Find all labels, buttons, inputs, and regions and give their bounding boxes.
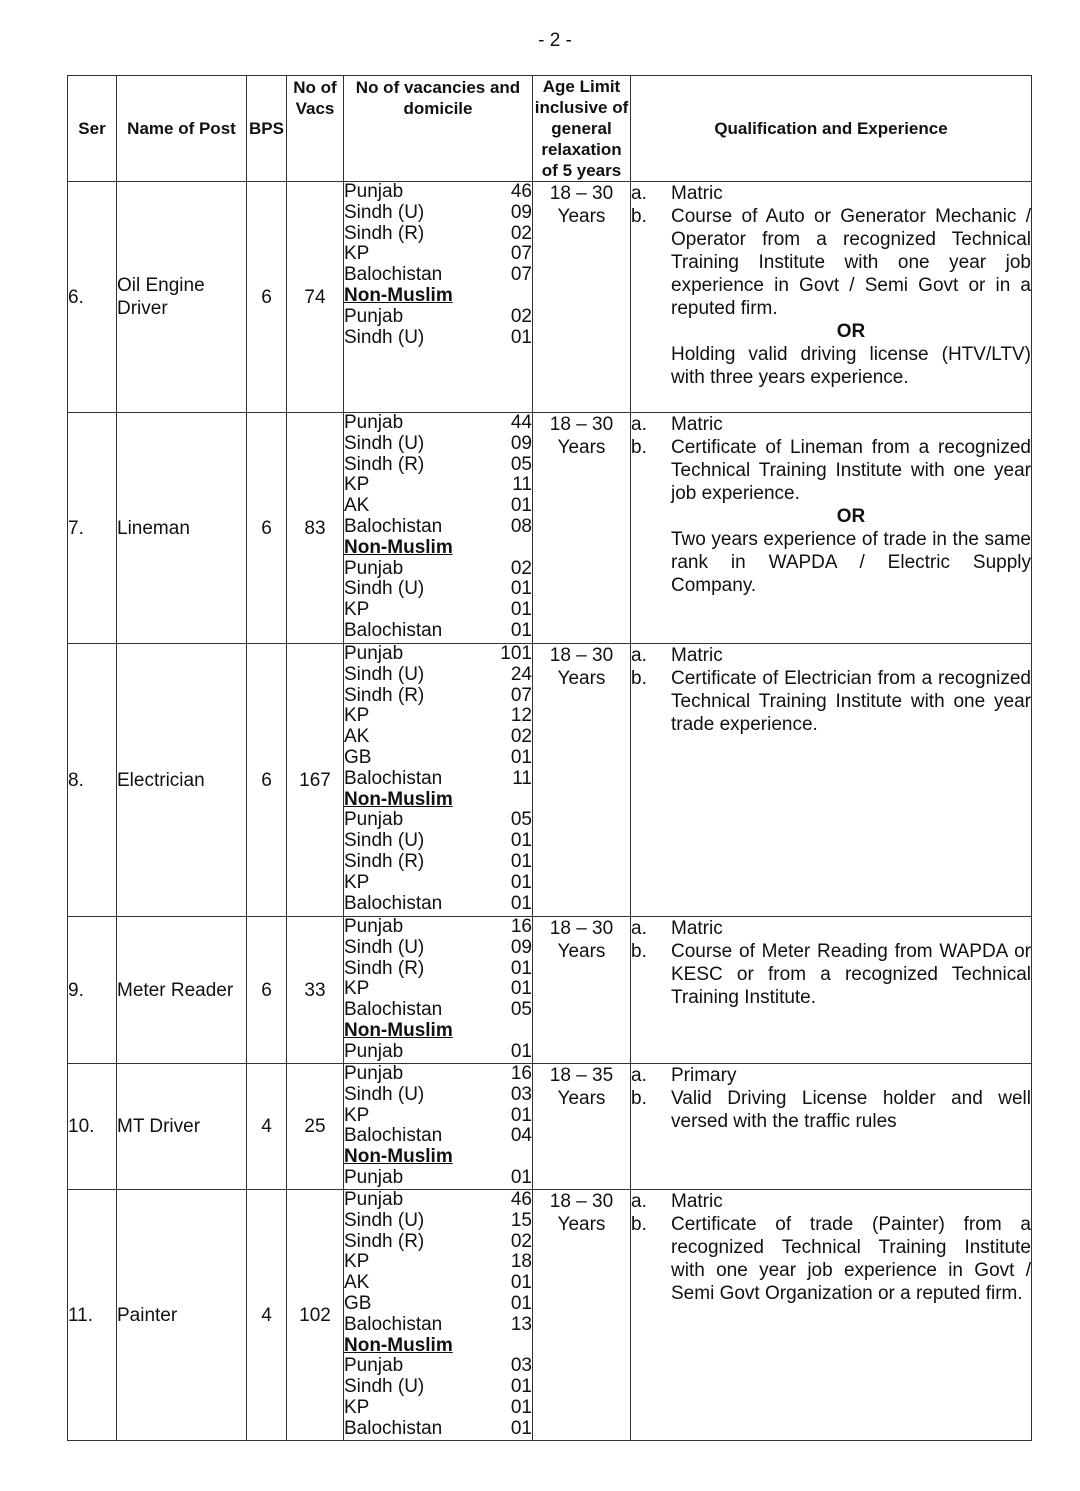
domicile-place: KP [344, 1104, 370, 1126]
domicile-count: 46 [510, 1189, 532, 1210]
domicile-line [344, 265, 532, 286]
domicile-count: 01 [510, 830, 532, 852]
domicile-count: 09 [510, 432, 532, 454]
domicile-count: 01 [510, 1417, 532, 1439]
domicile-line [344, 203, 532, 224]
domicile-line [344, 917, 532, 938]
domicile-count: 01 [510, 1166, 532, 1188]
domicile-place: Sindh (R) [344, 957, 425, 979]
domicile-count: 02 [510, 557, 532, 579]
domicile-line [344, 1000, 532, 1021]
domicile-place: Balochistan [344, 1417, 443, 1439]
domicile-count: 05 [510, 453, 532, 475]
domicile-line [344, 644, 532, 665]
domicile-line [344, 307, 532, 328]
qualification-cell [631, 1064, 1032, 1190]
domicile-place: Non-Muslim [344, 1146, 453, 1168]
domicile-cell [344, 182, 533, 413]
qualification-label: b. [631, 941, 647, 962]
ser-cell: 7. [68, 413, 117, 644]
header-age-limit: Age Limit inclusive of general relaxation of 5 years [533, 76, 631, 182]
vacs-cell: 83 [287, 413, 344, 644]
ser-cell: 10. [68, 1064, 117, 1190]
domicile-line [344, 852, 532, 873]
domicile-line [344, 328, 532, 349]
bps-cell: 6 [247, 644, 287, 917]
domicile-count: 02 [510, 726, 532, 748]
domicile-count: 07 [510, 264, 532, 286]
domicile-line [344, 455, 532, 476]
domicile-line [344, 244, 532, 265]
qualification-cell [631, 413, 1032, 644]
domicile-place: KP [344, 705, 370, 727]
bps-cell: 4 [247, 1190, 287, 1441]
domicile-line [344, 1211, 532, 1232]
qualification-label: a. [631, 414, 647, 435]
domicile-place: Punjab [344, 1063, 404, 1084]
domicile-line [344, 413, 532, 434]
header-no-of-vacs: No of Vacs [287, 76, 344, 182]
domicile-count: 12 [510, 705, 532, 727]
domicile-place: Sindh (R) [344, 453, 425, 475]
domicile-count: 01 [510, 871, 532, 893]
domicile-line [344, 621, 532, 642]
qualification-item [631, 1087, 1031, 1133]
domicile-count: 05 [510, 999, 532, 1021]
domicile-place: KP [344, 1396, 370, 1418]
domicile-line [344, 1273, 532, 1294]
domicile-count: 46 [510, 181, 532, 202]
domicile-place: Punjab [344, 305, 404, 327]
domicile-place: Sindh (U) [344, 663, 425, 685]
domicile-count: 03 [510, 1355, 532, 1377]
bps-cell: 6 [247, 917, 287, 1064]
domicile-count: 101 [500, 643, 532, 664]
domicile-line [344, 790, 532, 811]
domicile-line [344, 1126, 532, 1147]
domicile-line [344, 938, 532, 959]
domicile-count: 01 [510, 746, 532, 768]
domicile-place: Punjab [344, 557, 404, 579]
qualification-item [631, 917, 1031, 940]
domicile-count: 01 [510, 495, 532, 517]
domicile-place: Punjab [344, 181, 404, 202]
domicile-line [344, 1252, 532, 1273]
domicile-line [344, 1085, 532, 1106]
qualification-item [631, 205, 1031, 320]
qualification-text: Matric [671, 183, 723, 204]
domicile-count: 01 [510, 578, 532, 600]
domicile-place: Balochistan [344, 999, 443, 1021]
vacs-cell: 33 [287, 917, 344, 1064]
qualification-label: b. [631, 206, 647, 227]
post-name-cell: Meter Reader [117, 917, 247, 1064]
qualification-item [631, 528, 1031, 597]
domicile-cell [344, 917, 533, 1064]
page-number: - 2 - [538, 30, 572, 51]
domicile-count: 01 [510, 326, 532, 348]
domicile-place: Non-Muslim [344, 536, 453, 558]
header-row [68, 76, 1032, 182]
domicile-line [344, 1064, 532, 1085]
domicile-place: KP [344, 243, 370, 265]
domicile-line [344, 1356, 532, 1377]
qualification-label: b. [631, 668, 647, 689]
vacs-cell: 167 [287, 644, 344, 917]
qualification-label: b. [631, 1088, 647, 1109]
qualification-item [631, 940, 1031, 1009]
qualification-item [631, 1064, 1031, 1087]
domicile-place: Non-Muslim [344, 1019, 453, 1041]
domicile-count: 01 [510, 1104, 532, 1126]
domicile-line [344, 224, 532, 245]
vacancy-table [67, 75, 1032, 1441]
domicile-count: 13 [510, 1313, 532, 1335]
domicile-place: Balochistan [344, 619, 443, 641]
domicile-place: Punjab [344, 1040, 404, 1062]
qualification-cell [631, 644, 1032, 917]
vacs-cell: 74 [287, 182, 344, 413]
qualification-text: Matric [671, 1191, 723, 1212]
domicile-place: KP [344, 978, 370, 1000]
vacs-cell: 25 [287, 1064, 344, 1190]
domicile-line [344, 1336, 532, 1357]
domicile-cell [344, 1190, 533, 1441]
domicile-place: Sindh (U) [344, 1209, 425, 1231]
table-row [68, 1190, 1032, 1441]
qualification-item [631, 1190, 1031, 1213]
qualification-item [631, 343, 1031, 389]
domicile-count: 09 [510, 936, 532, 958]
domicile-place: Balochistan [344, 515, 443, 537]
qualification-cell [631, 917, 1032, 1064]
domicile-cell [344, 413, 533, 644]
domicile-place: Sindh (U) [344, 1376, 425, 1398]
domicile-line [344, 286, 532, 307]
age-limit-cell: 18 – 35 Years [533, 1064, 631, 1190]
qualification-text: Primary [671, 1065, 737, 1086]
or-separator: OR [836, 321, 866, 342]
qualification-item [631, 436, 1031, 505]
domicile-line [344, 686, 532, 707]
table-row [68, 1064, 1032, 1190]
age-limit-cell: 18 – 30 Years [533, 917, 631, 1064]
qualification-label: b. [631, 437, 647, 458]
or-separator: OR [836, 506, 866, 527]
domicile-place: Balochistan [344, 767, 443, 789]
domicile-count: 01 [510, 1292, 532, 1314]
domicile-line [344, 1042, 532, 1063]
domicile-line [344, 1168, 532, 1189]
qualification-label [631, 343, 671, 389]
qualification-label: b. [631, 1214, 647, 1235]
qualification-text: Certificate of Electrician from a recognized Technical Training Institute with one year trade experience. [671, 668, 1031, 735]
domicile-line [344, 579, 532, 600]
domicile-line [344, 894, 532, 915]
domicile-line [344, 1398, 532, 1419]
domicile-place: Sindh (U) [344, 432, 425, 454]
qualification-text: Valid Driving License holder and well versed with the traffic rules [671, 1088, 1031, 1132]
domicile-line [344, 600, 532, 621]
domicile-place: GB [344, 746, 372, 768]
domicile-place: Sindh (U) [344, 578, 425, 600]
domicile-count: 07 [510, 684, 532, 706]
domicile-place: Punjab [344, 809, 404, 831]
domicile-line [344, 1147, 532, 1168]
header-qualification: Qualification and Experience [631, 76, 1032, 182]
domicile-count: 02 [510, 1230, 532, 1252]
qualification-label: a. [631, 645, 647, 666]
domicile-line [344, 1377, 532, 1398]
qualification-item [631, 1213, 1031, 1305]
qualification-label: a. [631, 918, 647, 939]
domicile-line [344, 182, 532, 203]
domicile-place: Sindh (U) [344, 1083, 425, 1105]
table-row [68, 644, 1032, 917]
post-name-cell: Lineman [117, 413, 247, 644]
post-name-cell: Oil Engine Driver [117, 182, 247, 413]
bps-cell: 4 [247, 1064, 287, 1190]
domicile-count: 01 [510, 978, 532, 1000]
domicile-place: Punjab [344, 1166, 404, 1188]
domicile-place: Sindh (U) [344, 830, 425, 852]
domicile-line [344, 873, 532, 894]
qualification-text: Matric [671, 414, 723, 435]
domicile-place: Punjab [344, 412, 404, 433]
domicile-place: Non-Muslim [344, 788, 453, 810]
domicile-place: Sindh (U) [344, 326, 425, 348]
qualification-label: a. [631, 1065, 647, 1086]
domicile-place: Balochistan [344, 264, 443, 286]
domicile-count: 16 [510, 1063, 532, 1084]
domicile-place: Punjab [344, 1355, 404, 1377]
header-vacancies-domicile: No of vacancies and domicile [344, 76, 533, 182]
domicile-line [344, 1419, 532, 1440]
domicile-line [344, 496, 532, 517]
domicile-place: Balochistan [344, 1313, 443, 1335]
qualification-text: Course of Auto or Generator Mechanic / Operator from a recognized Technical Training Institute with one year job experience in Govt / Semi Govt or in a reputed firm. [671, 206, 1031, 319]
header-ser: Ser [68, 76, 117, 182]
domicile-place: Sindh (U) [344, 936, 425, 958]
domicile-place: GB [344, 1292, 372, 1314]
domicile-line [344, 517, 532, 538]
domicile-place: AK [344, 1272, 370, 1294]
domicile-line [344, 831, 532, 852]
domicile-line [344, 1190, 532, 1211]
domicile-place: Non-Muslim [344, 1334, 453, 1356]
domicile-line [344, 748, 532, 769]
domicile-line [344, 727, 532, 748]
table-body [68, 182, 1032, 1441]
domicile-count: 05 [510, 809, 532, 831]
domicile-count: 01 [510, 619, 532, 641]
table-row [68, 917, 1032, 1064]
domicile-place: Sindh (U) [344, 201, 425, 223]
domicile-count: 11 [512, 474, 532, 496]
domicile-count: 01 [510, 957, 532, 979]
domicile-line [344, 979, 532, 1000]
header-name-of-post: Name of Post [117, 76, 247, 182]
qualification-label [631, 528, 671, 597]
domicile-place: Punjab [344, 1189, 404, 1210]
domicile-place: KP [344, 1251, 370, 1273]
domicile-count: 01 [510, 1376, 532, 1398]
domicile-line [344, 475, 532, 496]
domicile-place: AK [344, 726, 370, 748]
qualification-text: Certificate of trade (Painter) from a recognized Technical Training Institute with one year job experience in Govt / Semi Govt Organization or a reputed firm. [671, 1214, 1031, 1304]
domicile-line [344, 1021, 532, 1042]
age-limit-cell: 18 – 30 Years [533, 1190, 631, 1441]
domicile-place: Sindh (R) [344, 222, 425, 244]
post-name-cell: Electrician [117, 644, 247, 917]
age-limit-cell: 18 – 30 Years [533, 413, 631, 644]
post-name-cell: Painter [117, 1190, 247, 1441]
domicile-line [344, 1315, 532, 1336]
domicile-line [344, 1232, 532, 1253]
domicile-line [344, 665, 532, 686]
ser-cell: 9. [68, 917, 117, 1064]
domicile-count: 02 [510, 305, 532, 327]
domicile-count: 11 [512, 767, 532, 789]
qualification-item [631, 667, 1031, 736]
domicile-count: 16 [510, 916, 532, 937]
qualification-text: Matric [671, 645, 723, 666]
table-row [68, 413, 1032, 644]
bps-cell: 6 [247, 413, 287, 644]
qualification-item [631, 413, 1031, 436]
qualification-text: Two years experience of trade in the same rank in WAPDA / Electric Supply Company. [671, 529, 1031, 596]
domicile-line [344, 959, 532, 980]
domicile-place: KP [344, 474, 370, 496]
domicile-count: 08 [510, 515, 532, 537]
domicile-count: 44 [510, 412, 532, 433]
qualification-cell [631, 1190, 1032, 1441]
domicile-count: 15 [510, 1209, 532, 1231]
domicile-place: Balochistan [344, 892, 443, 914]
domicile-count: 01 [510, 1396, 532, 1418]
age-limit-cell: 18 – 30 Years [533, 182, 631, 413]
domicile-count: 03 [510, 1083, 532, 1105]
header-bps: BPS [247, 76, 287, 182]
domicile-place: Balochistan [344, 1125, 443, 1147]
domicile-place: Sindh (R) [344, 850, 425, 872]
qualification-label: a. [631, 183, 647, 204]
domicile-count: 01 [510, 1272, 532, 1294]
domicile-count: 01 [510, 892, 532, 914]
domicile-count: 01 [510, 850, 532, 872]
ser-cell: 6. [68, 182, 117, 413]
domicile-count: 09 [510, 201, 532, 223]
age-limit-cell: 18 – 30 Years [533, 644, 631, 917]
domicile-cell [344, 1064, 533, 1190]
qualification-text: Matric [671, 918, 723, 939]
qualification-label: a. [631, 1191, 647, 1212]
domicile-line [344, 769, 532, 790]
ser-cell: 8. [68, 644, 117, 917]
qualification-item [631, 644, 1031, 667]
domicile-line [344, 434, 532, 455]
domicile-place: Non-Muslim [344, 284, 453, 306]
domicile-cell [344, 644, 533, 917]
qualification-text: Course of Meter Reading from WAPDA or KESC or from a recognized Technical Training Institute. [671, 941, 1031, 1008]
table-row [68, 182, 1032, 413]
bps-cell: 6 [247, 182, 287, 413]
domicile-place: AK [344, 495, 370, 517]
domicile-place: Punjab [344, 643, 404, 664]
qualification-item [631, 182, 1031, 205]
domicile-line [344, 538, 532, 559]
domicile-place: Sindh (R) [344, 684, 425, 706]
qualification-cell [631, 182, 1032, 413]
domicile-line [344, 810, 532, 831]
vacs-cell: 102 [287, 1190, 344, 1441]
domicile-place: Punjab [344, 916, 404, 937]
qualification-text: Holding valid driving license (HTV/LTV) with three years experience. [671, 344, 1031, 388]
domicile-count: 01 [510, 599, 532, 621]
domicile-place: KP [344, 599, 370, 621]
domicile-count: 01 [510, 1040, 532, 1062]
domicile-line [344, 1294, 532, 1315]
post-name-cell: MT Driver [117, 1064, 247, 1190]
domicile-place: Sindh (R) [344, 1230, 425, 1252]
domicile-line [344, 1106, 532, 1127]
domicile-count: 18 [510, 1251, 532, 1273]
ser-cell: 11. [68, 1190, 117, 1441]
domicile-line [344, 559, 532, 580]
domicile-count: 07 [510, 243, 532, 265]
domicile-line [344, 706, 532, 727]
domicile-count: 02 [510, 222, 532, 244]
domicile-count: 04 [510, 1125, 532, 1147]
domicile-count: 24 [510, 663, 532, 685]
domicile-place: KP [344, 871, 370, 893]
qualification-text: Certificate of Lineman from a recognized Technical Training Institute with one year job experience. [671, 437, 1031, 504]
